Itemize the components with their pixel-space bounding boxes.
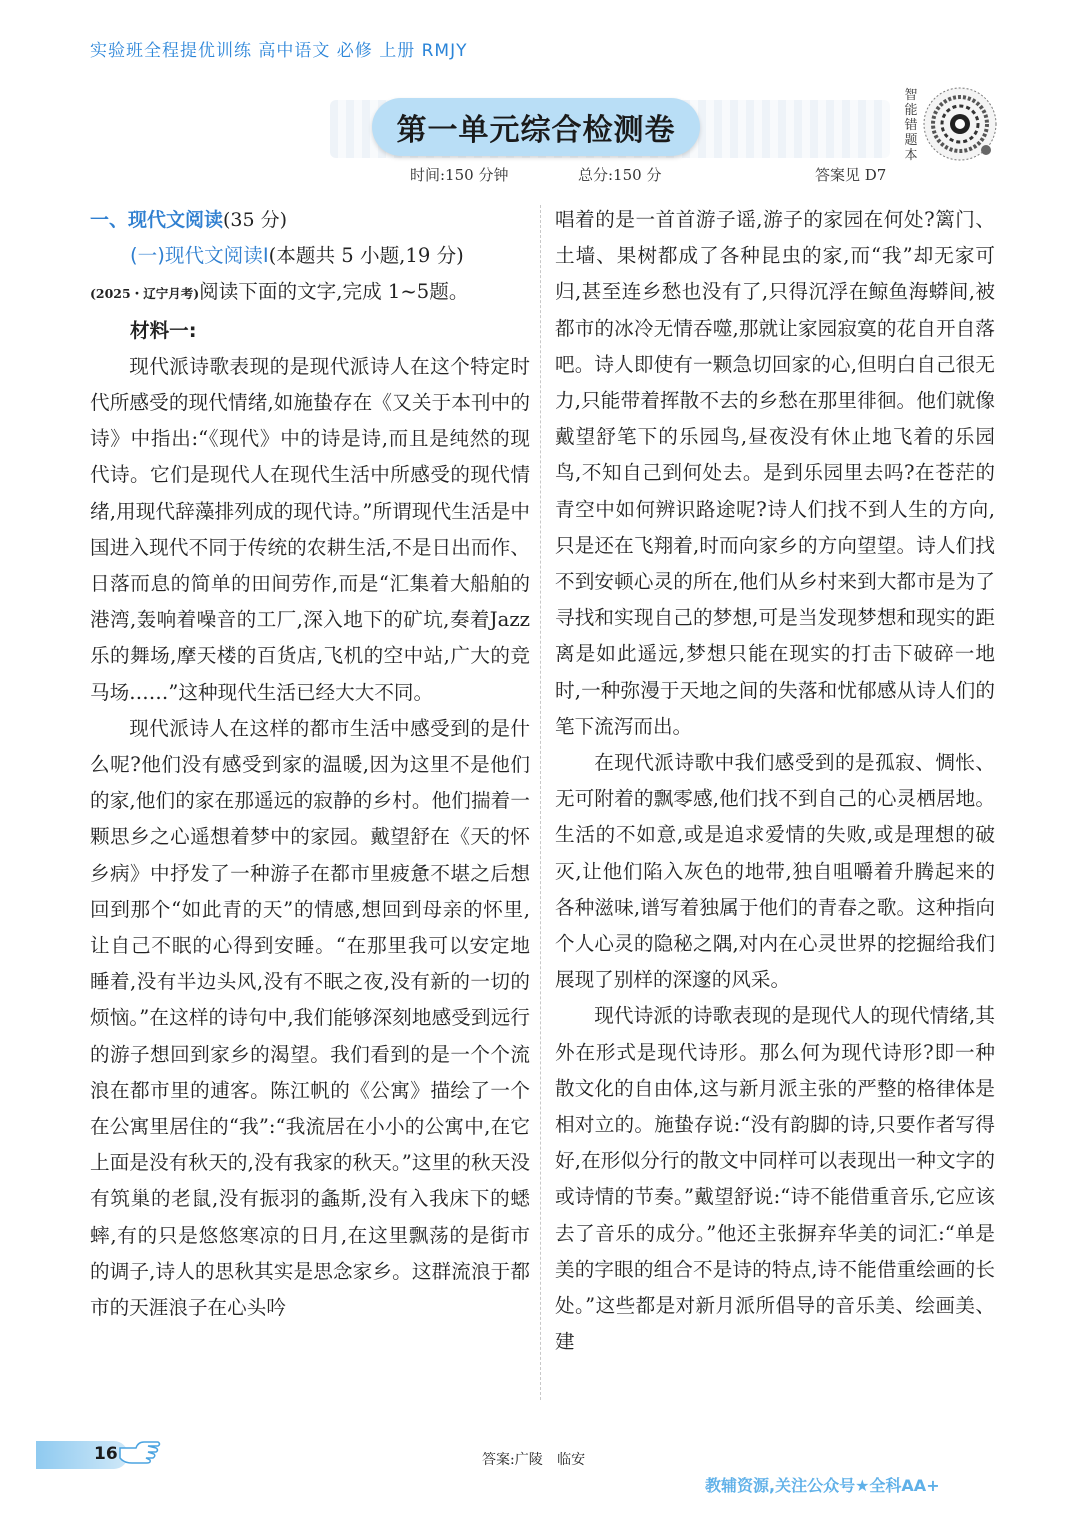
section-heading: 一、现代文阅读(35 分) — [90, 209, 288, 231]
paragraph: 在现代派诗歌中我们感受到的是孤寂、惆怅、无可附着的飘零感,他们找不到自己的心灵栖居地。生活的不如意,或是追求爱情的失败,或是理想的破灭,让他们陷入灰色的地带,独自咀嚼着升腾起来的各种滋味,谱写着独属于他们的青春之歌。这种指向个人心灵的隐秘之隅,对内在心灵世界的挖掘给我们展现了别样的深邃的风采。 — [555, 751, 995, 992]
answer-reference: 答案见 D7 — [815, 166, 887, 184]
material-label: 材料一: — [130, 318, 197, 342]
promo-text: 教辅资源,关注公众号★全科AA+ — [705, 1476, 940, 1495]
pointing-hand-icon — [118, 1436, 162, 1466]
page-number: 16 — [94, 1444, 118, 1464]
left-column — [90, 202, 530, 1326]
page-title: 第一单元综合检测卷 — [372, 98, 700, 156]
column-divider — [540, 205, 541, 1400]
qr-code-icon[interactable] — [922, 86, 998, 162]
series-header: 实验班全程提优训练 高中语文 必修 上册 RMJY — [90, 41, 468, 61]
paragraph: 现代派诗人在这样的都市生活中感受到的是什么呢?他们没有感受到家的温暖,因为这里不是他们的家,他们的家在那遥远的寂静的乡村。他们揣着一颗思乡之心遥想着梦中的家园。戴望舒在《天的怀乡病》中抒发了一种游子在都市里疲惫不堪之后想回到那个“如此青的天”的情感,想回到母亲的怀里,让自己不眠的心得到安睡。“在那里我可以安定地睡着,没有半边头风,没有不眠之夜,没有新的一切的烦恼。”在这样的诗句中,我们能够深刻地感受到远行的游子想回到家乡的渴望。我们看到的是一个个流浪在都市里的逋客。陈江帆的《公寓》描绘了一个在公寓里居住的“我”:“我流居在小小的公寓中,在它上面是没有秋天的,没有我家的秋天。”这里的秋天没有筑巢的老鼠,没有振羽的螽斯,没有入我床下的蟋蟀,有的只是悠悠寒凉的日月,在这里飘荡的是街市的调子,诗人的思秋其实是思念家乡。这群流浪于都市的天涯浪子在心头吟 — [90, 716, 530, 1320]
answer-line: 答案:广陵 临安 — [482, 1452, 586, 1468]
exam-time: 时间:150 分钟 — [410, 166, 509, 184]
qr-label: 智能错题本 — [904, 88, 918, 163]
paragraph: 现代派诗歌表现的是现代派诗人在这个特定时代所感受的现代情绪,如施蛰存在《又关于本刊中的诗》中指出:“《现代》中的诗是诗,而且是纯然的现代诗。它们是现代人在现代生活中所感受的现代情绪,用现代辞藻排列成的现代诗。”所谓现代生活是中国进入现代不同于传统的农耕生活,不是日出而作、日落而息的简单的田间劳作,而是“汇集着大船舶的港湾,轰响着噪音的工厂,深入地下的矿坑,奏着Jazz乐的舞场,摩天楼的百货店,飞机的空中站,广大的竞马场……”这种现代生活已经大大不同。 — [90, 354, 530, 704]
right-column — [555, 202, 995, 1361]
subsection-heading: (一)现代文阅读Ⅰ(本题共 5 小题,19 分) — [130, 244, 464, 268]
instruction: (2025・辽宁月考)阅读下面的文字,完成 1~5题。 — [90, 280, 469, 304]
total-score: 总分:150 分 — [578, 166, 662, 184]
paragraph: 现代诗派的诗歌表现的是现代人的现代情绪,其外在形式是现代诗形。那么何为现代诗形?即一种散文化的自由体,这与新月派主张的严整的格律体是相对立的。施蛰存说:“没有韵脚的诗,只要作者写得好,在形似分行的散文中同样可以表现出一种文字的或诗情的节奏。”戴望舒说:“诗不能借重音乐,它应该去了音乐的成分。”他还主张摒弃华美的词汇:“单是美的字眼的组合不是诗的特点,诗不能借重绘画的长处。”这些都是对新月派所倡导的音乐美、绘画美、建 — [555, 1004, 995, 1354]
paragraph: 唱着的是一首首游子谣,游子的家园在何处?篱门、土墙、果树都成了各种昆虫的家,而“我”却无家可归,甚至连乡愁也没有了,只得沉浮在鲸鱼海蟒间,被都市的冰冷无情吞噬,那就让家园寂寞的花自开自落吧。诗人即使有一颗急切回家的心,但明白自己很无力,只能带着挥散不去的乡愁在那里徘徊。他们就像戴望舒笔下的乐园鸟,昼夜没有休止地飞着的乐园鸟,不知自己到何处去。是到乐园里去吗?在苍茫的青空中如何辨识路途呢?诗人们找不到人生的方向,只是还在飞翔着,时而向家乡的方向望望。诗人们找不到安顿心灵的所在,他们从乡村来到大都市是为了寻找和实现自己的梦想,可是当发现梦想和现实的距离是如此遥远,梦想只能在现实的打击下破碎一地时,一种弥漫于天地之间的失落和忧郁感从诗人们的笔下流泻而出。 — [555, 208, 995, 738]
